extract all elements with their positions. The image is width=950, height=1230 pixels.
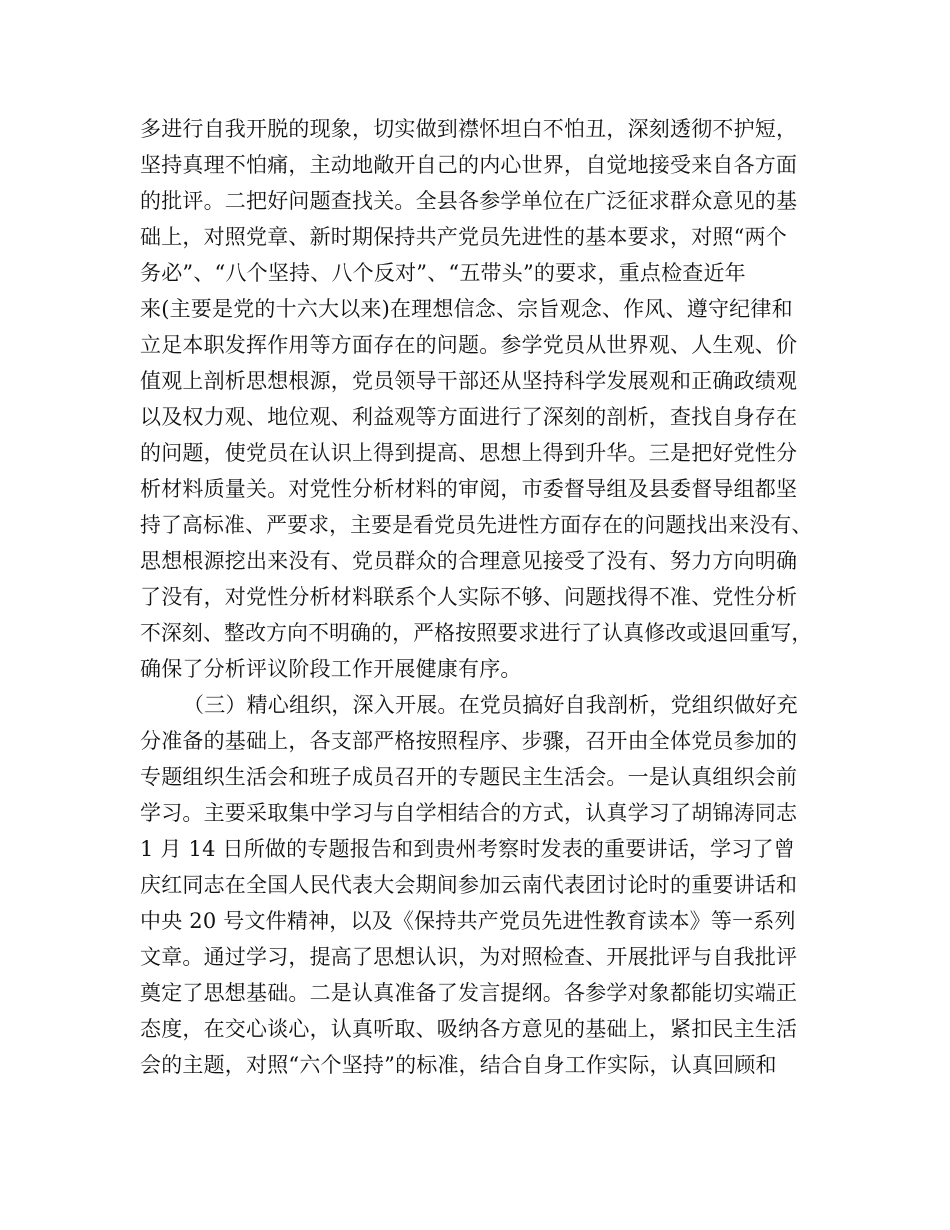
text-line-7: 立足本职发挥作用等方面存在的问题。参学党员从世界观、人生观、价: [140, 333, 798, 357]
text-line-21: 1 月 14 日所做的专题报告和到贵州考察时发表的重要讲话，学习了曾: [140, 837, 795, 861]
text-line-5: 务必”、“八个坚持、八个反对”、“五带头”的要求，重点检查近年: [140, 261, 746, 285]
text-line-8: 值观上剖析思想根源，党员领导干部还从坚持科学发展观和正确政绩观: [140, 369, 798, 393]
text-line-1: 多进行自我开脱的现象，切实做到襟怀坦白不怕丑，深刻透彻不护短，: [140, 117, 798, 141]
text-line-6: 来(主要是党的十六大以来)在理想信念、宗旨观念、作风、遵守纪律和: [140, 297, 793, 321]
text-line-14: 了没有，对党性分析材料联系个人实际不够、问题找得不准、党性分析: [140, 585, 798, 609]
text-line-10: 的问题，使党员在认识上得到提高、思想上得到升华。三是把好党性分: [140, 441, 798, 465]
text-line-16: 确保了分析评议阶段工作开展健康有序。: [140, 657, 522, 681]
text-line-18: 分准备的基础上，各支部严格按照程序、步骤，召开由全体党员参加的: [140, 729, 798, 753]
text-line-20: 学习。主要采取集中学习与自学相结合的方式，认真学习了胡锦涛同志: [140, 801, 798, 825]
text-line-25: 奠定了思想基础。二是认真准备了发言提纲。各参学对象都能切实端正: [140, 981, 798, 1005]
text-line-23: 中央 20 号文件精神，以及《保持共产党员先进性教育读本》等一系列: [140, 909, 796, 933]
text-line-12: 持了高标准、严要求，主要是看党员先进性方面存在的问题找出来没有、: [140, 513, 813, 537]
text-line-19: 专题组织生活会和班子成员召开的专题民主生活会。一是认真组织会前: [140, 765, 798, 789]
text-line-22: 庆红同志在全国人民代表大会期间参加云南代表团讨论时的重要讲话和: [140, 873, 798, 897]
text-line-4: 础上，对照党章、新时期保持共产党员先进性的基本要求，对照“两个: [140, 225, 787, 249]
text-line-27: 会的主题，对照“六个坚持”的标准，结合自身工作实际，认真回顾和: [140, 1053, 777, 1077]
section-heading-line: （三）精心组织，深入开展。在党员搞好自我剖析，党组织做好充: [183, 693, 798, 717]
text-line-24: 文章。通过学习，提高了思想认识，为对照检查、开展批评与自我批评: [140, 945, 798, 969]
text-line-2: 坚持真理不怕痛，主动地敞开自己的内心世界，自觉地接受来自各方面: [140, 153, 798, 177]
text-line-9: 以及权力观、地位观、利益观等方面进行了深刻的剖析，查找自身存在: [140, 405, 798, 429]
text-line-13: 思想根源挖出来没有、党员群众的合理意见接受了没有、努力方向明确: [140, 549, 798, 573]
text-line-11: 析材料质量关。对党性分析材料的审阅，市委督导组及县委督导组都坚: [140, 477, 798, 501]
text-line-3: 的批评。二把好问题查找关。全县各参学单位在广泛征求群众意见的基: [140, 189, 798, 213]
text-line-15: 不深刻、整改方向不明确的，严格按照要求进行了认真修改或退回重写，: [140, 621, 813, 645]
text-line-26: 态度，在交心谈心，认真听取、吸纳各方意见的基础上，紧扣民主生活: [140, 1017, 798, 1041]
